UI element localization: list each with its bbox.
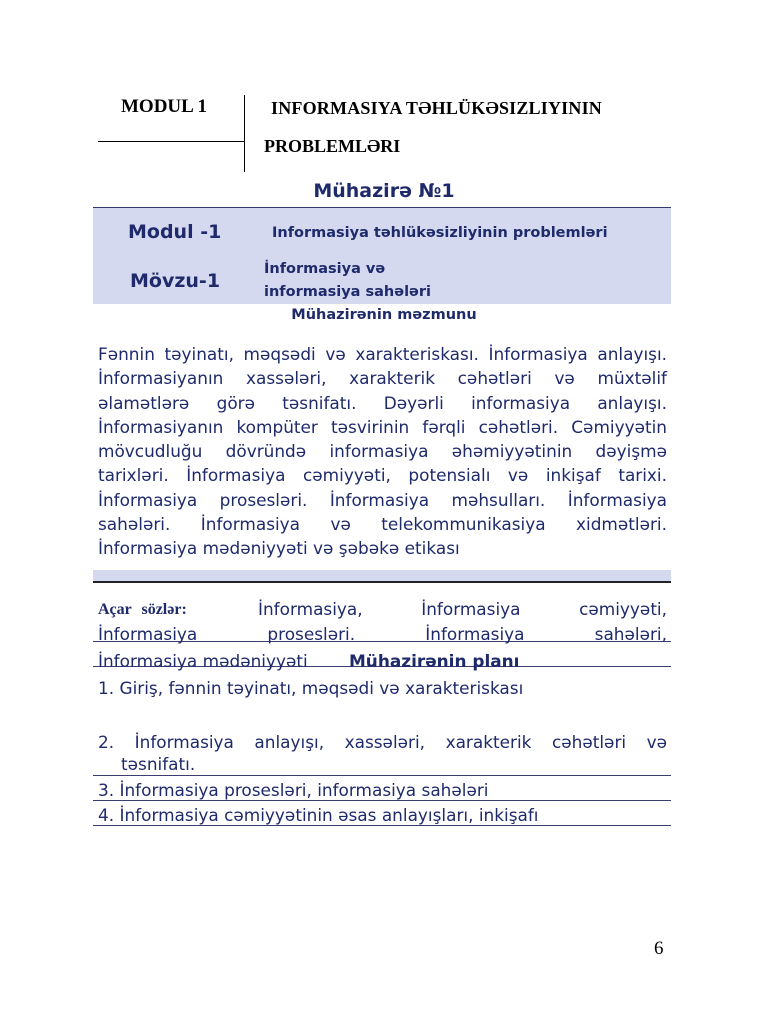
plan-rule bbox=[93, 775, 671, 776]
lecture-number: Mühazirə №1 bbox=[313, 180, 455, 202]
info-row-module-value: Informasiya təhlükəsizliyinin problemləri bbox=[272, 225, 608, 241]
info-row-topic-value-line2: informasiya sahələri bbox=[264, 284, 431, 300]
keywords-label: Açar sözlər: bbox=[98, 601, 187, 618]
module-title-line1: INFORMASIYA TƏHLÜKƏSIZLIYININ bbox=[271, 98, 602, 118]
content-heading: Mühazirənin məzmunu bbox=[291, 307, 477, 323]
content-paragraph: Fənnin təyinatı, məqsədi və xarakteriskası. İnformasiya anlayışı. İnformasiyanın xassələri, xarakterik cəhətləri və müxtəlif əlamətlərə görə təsnifatı. Dəyərli informasiya anlayışı. İnformasiyanın kompüter təsvirinin fərqli cəhətləri. Cəmiyyətin mövcudluğu dövründə informasiya əhəmiyyətinin dəyişmə tarixləri. İnformasiya cəmiyyəti, potensialı və inkişaf tarixi. İnformasiya prosesləri. İnformasiya məhsulları. İnformasiya sahələri. İnformasiya və telekommunikasiya xidmətləri. İnformasiya mədəniyyəti və şəbəkə etikası bbox=[98, 344, 667, 559]
plan-item-2-continuation: təsnifatı. bbox=[121, 754, 196, 774]
info-row-topic-label: Mövzu-1 bbox=[130, 270, 221, 292]
page-number: 6 bbox=[654, 938, 664, 959]
plan-heading: Mühazirənin planı bbox=[349, 651, 520, 671]
keywords-line2: İnformasiya prosesləri. İnformasiya sahələri, bbox=[98, 624, 667, 644]
plan-item-2: 2. İnformasiya anlayışı, xassələri, xarakterik cəhətləri və bbox=[98, 732, 667, 752]
info-row-topic-value-line1: İnformasiya və bbox=[264, 261, 386, 277]
keywords-line1: İnformasiya, İnformasiya cəmiyyəti, bbox=[258, 599, 667, 619]
plan-item-1: 1. Giriş, fənnin təyinatı, məqsədi və xarakteriskası bbox=[98, 678, 524, 698]
header-divider bbox=[244, 95, 245, 172]
header-underline bbox=[98, 141, 244, 142]
keywords-line3: İnformasiya mədəniyyəti bbox=[98, 651, 308, 671]
info-row-module-label: Modul -1 bbox=[128, 221, 222, 243]
plan-item-3: 3. İnformasiya prosesləri, informasiya sahələri bbox=[98, 780, 489, 800]
plan-item-4: 4. İnformasiya cəmiyyətinin əsas anlayışları, inkişafı bbox=[98, 805, 539, 825]
module-title-line2: PROBLEMLƏRI bbox=[264, 136, 401, 156]
content-bottom-band bbox=[93, 570, 671, 583]
module-label: MODUL 1 bbox=[121, 96, 208, 117]
